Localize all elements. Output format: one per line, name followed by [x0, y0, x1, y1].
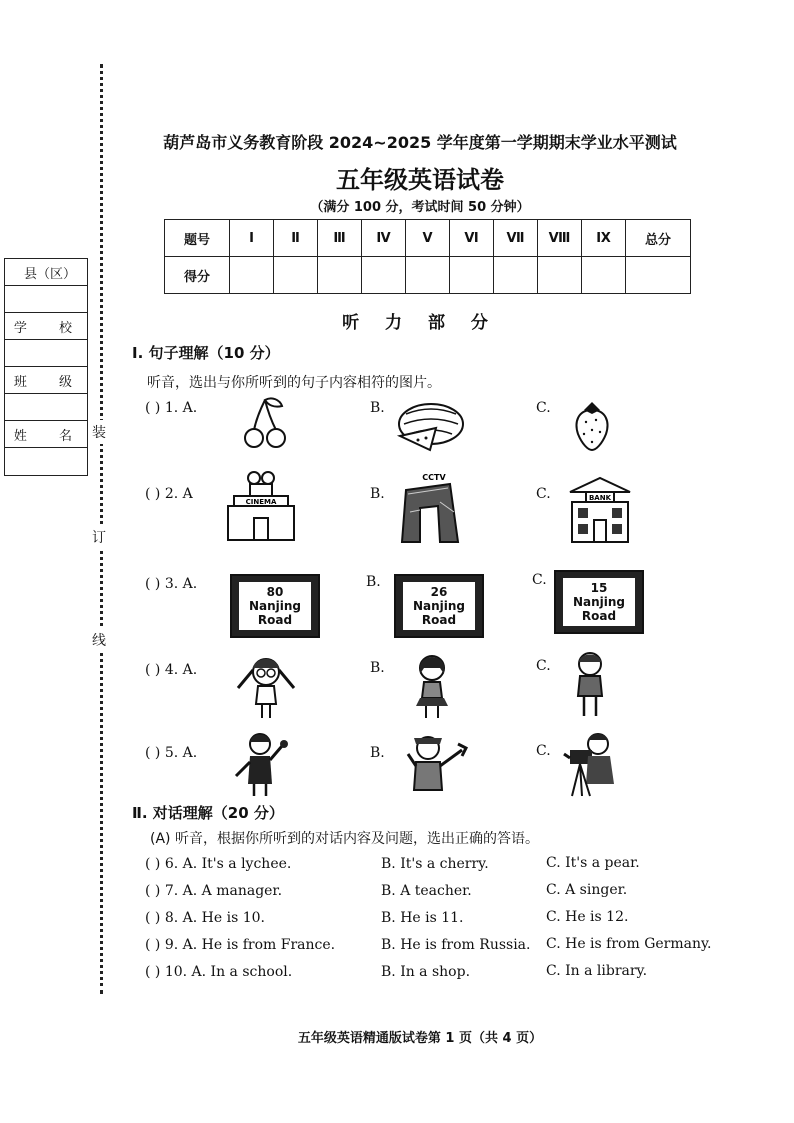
- road-sign-street: Nanjing: [248, 599, 302, 613]
- q2-option-c: C.: [536, 486, 551, 502]
- part1-heading: Ⅰ. 句子理解（10 分）: [132, 344, 280, 362]
- name-field[interactable]: [5, 448, 87, 475]
- listening-section-title: 听 力 部 分: [342, 313, 498, 333]
- binding-char-ding: 订: [92, 525, 106, 549]
- score-header-cell: Ⅴ: [406, 220, 450, 257]
- part1-instruction: 听音，选出与你所听到的句子内容相符的图片。: [147, 375, 441, 391]
- county-label: 县（区）: [5, 259, 87, 286]
- q5-option-c: C.: [536, 743, 551, 759]
- q4-stem: ( ) 4. A.: [145, 662, 198, 678]
- exam-subtitle: （满分 100 分，考试时间 50 分钟）: [310, 200, 530, 215]
- q10-option-b: B. In a shop.: [381, 964, 471, 980]
- road-sign-26: [394, 574, 484, 638]
- score-table-score-row: [165, 257, 691, 294]
- cctv-sign-text: CCTV: [422, 473, 446, 482]
- cherry-icon: [240, 396, 290, 452]
- q8-option-b: B. He is 11.: [381, 910, 464, 926]
- binding-char-xian: 线: [92, 628, 106, 652]
- watermelon-icon: [396, 400, 466, 452]
- road-sign-80: [230, 574, 320, 638]
- q9-stem: ( ) 9. A. He is from France.: [145, 937, 336, 953]
- class-field[interactable]: [5, 394, 87, 421]
- boy-standing-icon: [568, 650, 612, 720]
- q8-option-c: C. He is 12.: [546, 909, 629, 925]
- cctv-tower-icon: [394, 472, 468, 544]
- q9-option-c: C. He is from Germany.: [546, 936, 712, 952]
- q5-option-b: B.: [370, 745, 385, 761]
- singer-with-microphone-icon: [232, 732, 292, 798]
- q10-option-c: C. In a library.: [546, 963, 648, 979]
- score-header-cell: Ⅰ: [230, 220, 274, 257]
- q9-option-b: B. He is from Russia.: [381, 937, 531, 953]
- q3-stem: ( ) 3. A.: [145, 576, 198, 592]
- score-header-cell: 题号: [165, 220, 230, 257]
- exam-header-line: 葫芦岛市义务教育阶段 2024~2025 学年度第一学期期末学业水平测试: [163, 133, 677, 152]
- q10-stem: ( ) 10. A. In a school.: [145, 964, 293, 980]
- road-sign-street: Nanjing: [412, 599, 466, 613]
- q2-option-b: B.: [370, 486, 385, 502]
- q7-stem: ( ) 7. A. A manager.: [145, 883, 283, 899]
- county-field[interactable]: [5, 286, 87, 313]
- name-label: 姓 名: [5, 421, 87, 448]
- binding-char-zhuang: 装: [92, 420, 106, 444]
- q2-stem: ( ) 2. A: [145, 486, 193, 502]
- cameraman-icon: [562, 730, 626, 798]
- school-label: 学 校: [5, 313, 87, 340]
- q5-stem: ( ) 5. A.: [145, 745, 198, 761]
- score-row-label: 得分: [165, 257, 230, 294]
- exam-title: 五年级英语试卷: [336, 166, 504, 194]
- q3-option-c: C.: [532, 572, 547, 588]
- score-cell[interactable]: [626, 257, 691, 294]
- score-header-cell: 总分: [626, 220, 691, 257]
- road-sign-number: 80: [266, 585, 284, 599]
- bank-building-icon: [566, 474, 634, 544]
- score-cell[interactable]: [538, 257, 582, 294]
- student-info-column: [4, 258, 88, 476]
- q7-option-c: C. A singer.: [546, 882, 628, 898]
- score-cell[interactable]: [406, 257, 450, 294]
- q7-option-b: B. A teacher.: [381, 883, 472, 899]
- score-header-cell: Ⅷ: [538, 220, 582, 257]
- score-header-cell: Ⅲ: [318, 220, 362, 257]
- score-header-cell: Ⅶ: [494, 220, 538, 257]
- score-table: [164, 219, 691, 294]
- score-header-cell: Ⅳ: [362, 220, 406, 257]
- school-field[interactable]: [5, 340, 87, 367]
- q8-stem: ( ) 8. A. He is 10.: [145, 910, 265, 926]
- road-sign-road: Road: [421, 613, 457, 627]
- page-footer: 五年级英语精通版试卷第 1 页（共 4 页）: [297, 1031, 543, 1046]
- q6-option-b: B. It's a cherry.: [381, 856, 489, 872]
- girl-with-glasses-icon: [236, 654, 296, 720]
- mechanic-with-wrench-icon: [398, 734, 468, 798]
- score-cell[interactable]: [318, 257, 362, 294]
- cinema-building-icon: [224, 470, 294, 542]
- girl-in-skirt-icon: [404, 654, 460, 720]
- class-label: 班 级: [5, 367, 87, 394]
- q1-stem: ( ) 1. A.: [145, 400, 198, 416]
- score-cell[interactable]: [230, 257, 274, 294]
- road-sign-number: 15: [590, 581, 608, 595]
- score-header-cell: Ⅸ: [582, 220, 626, 257]
- road-sign-15: [554, 570, 644, 634]
- score-table-header-row: [165, 220, 691, 257]
- road-sign-road: Road: [581, 609, 617, 623]
- q6-stem: ( ) 6. A. It's a lychee.: [145, 856, 292, 872]
- score-header-cell: Ⅱ: [274, 220, 318, 257]
- score-cell[interactable]: [582, 257, 626, 294]
- q4-option-c: C.: [536, 658, 551, 674]
- q1-option-c: C.: [536, 400, 551, 416]
- q1-option-b: B.: [370, 400, 385, 416]
- part2-instruction: (A) 听音，根据你所听到的对话内容及问题，选出正确的答语。: [150, 831, 539, 847]
- score-cell[interactable]: [362, 257, 406, 294]
- q6-option-c: C. It's a pear.: [546, 855, 640, 871]
- cinema-sign-text: CINEMA: [245, 498, 277, 506]
- bank-sign-text: BANK: [588, 494, 612, 502]
- score-cell[interactable]: [274, 257, 318, 294]
- score-header-cell: Ⅵ: [450, 220, 494, 257]
- q4-option-b: B.: [370, 660, 385, 676]
- road-sign-street: Nanjing: [572, 595, 626, 609]
- score-cell[interactable]: [450, 257, 494, 294]
- strawberry-icon: [572, 398, 612, 452]
- road-sign-road: Road: [257, 613, 293, 627]
- score-cell[interactable]: [494, 257, 538, 294]
- part2-heading: Ⅱ. 对话理解（20 分）: [132, 804, 284, 822]
- road-sign-number: 26: [430, 585, 448, 599]
- q3-option-b: B.: [366, 574, 381, 590]
